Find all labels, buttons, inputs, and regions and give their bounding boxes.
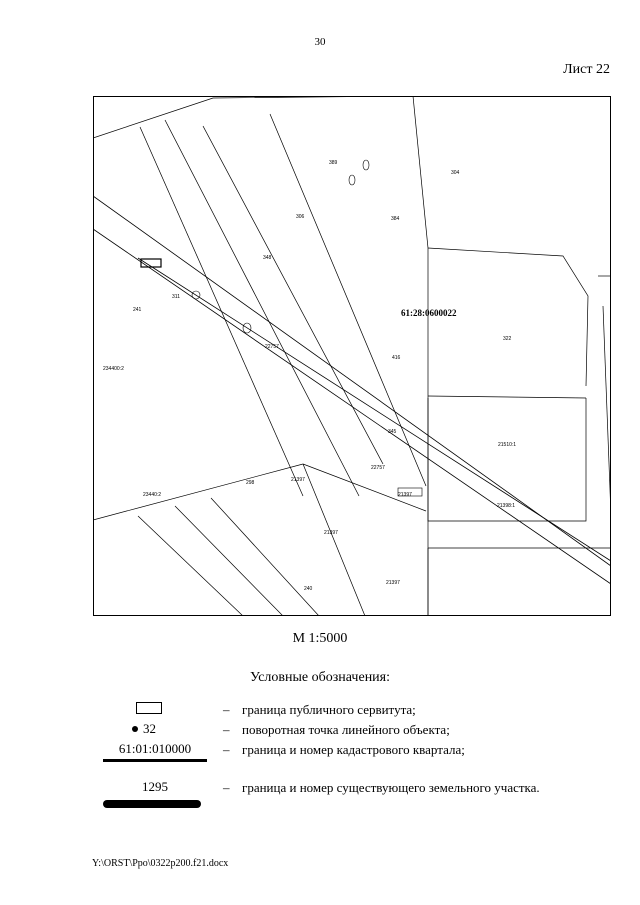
parcel-label: 234400:2 <box>103 366 124 372</box>
parcel-label: 322 <box>503 336 512 342</box>
legend-dash: – <box>223 702 230 717</box>
parcel-label: 298 <box>246 480 255 486</box>
legend-dash: – <box>223 780 230 795</box>
servitude-boundary-symbol <box>95 700 215 720</box>
legend-description: поворотная точка линейного объекта; <box>242 722 450 737</box>
cadastral-map <box>93 96 611 616</box>
parcel-label: 21397 <box>324 530 338 536</box>
parcel-label: 21397 <box>291 477 305 483</box>
parcel-label: 348 <box>263 255 272 261</box>
legend-dash: – <box>223 742 230 757</box>
legend-item-cadastral-quarter <box>95 740 615 776</box>
point-number: 32 <box>143 721 156 736</box>
parcel-boundary-line <box>103 800 201 808</box>
map-drawing <box>93 96 611 616</box>
legend <box>95 700 615 812</box>
parcel-label: 21398:1 <box>497 503 516 509</box>
quarter-label: 61:28:0600022 <box>401 308 457 318</box>
parcel-label: 240 <box>304 586 313 592</box>
parcel-label: 241 <box>133 307 142 313</box>
cadastral-quarter-symbol <box>95 740 215 776</box>
parcel-label: 22757 <box>371 465 385 471</box>
legend-description: граница публичного сервитута; <box>242 702 416 717</box>
parcel-label: 306 <box>296 214 305 220</box>
parcel-label: 21397 <box>398 492 412 498</box>
parcel-label: 345 <box>388 429 397 435</box>
parcel-number: 1295 <box>142 779 168 794</box>
page-number: 30 <box>314 36 326 48</box>
legend-item-turning-point <box>95 720 615 740</box>
parcel-label: 311 <box>172 294 180 300</box>
legend-description: граница и номер существующего земельного участка. <box>242 780 540 795</box>
legend-item-servitude <box>95 700 615 720</box>
quarter-boundary-line <box>103 759 207 762</box>
parcel-label: 22757 <box>265 344 279 350</box>
parcel-label: 23440:2 <box>143 492 162 498</box>
sheet-label: Лист 22 <box>563 62 610 77</box>
legend-description: граница и номер кадастрового квартала; <box>242 742 465 757</box>
point-dot-icon <box>132 726 138 732</box>
parcel-label: 304 <box>451 170 460 176</box>
map-scale: М 1:5000 <box>292 631 348 646</box>
turning-point-symbol <box>95 720 215 740</box>
quarter-number: 61:01:010000 <box>118 741 192 756</box>
land-parcel-symbol <box>95 776 215 812</box>
parcel-label: 416 <box>392 355 401 361</box>
parcel-label: 21397 <box>386 580 400 586</box>
legend-dash: – <box>223 722 230 737</box>
map-frame <box>94 97 611 616</box>
parcel-label: 389 <box>329 160 338 166</box>
legend-item-land-parcel <box>95 776 615 812</box>
servitude-rectangle-icon <box>136 702 162 714</box>
parcel-label: 384 <box>391 216 400 222</box>
parcel-label: 21510:1 <box>498 442 517 448</box>
footer-file-path: Y:\ORST\Ppo\0322p200.f21.docx <box>92 858 229 869</box>
legend-title: Условные обозначения: <box>249 670 391 685</box>
